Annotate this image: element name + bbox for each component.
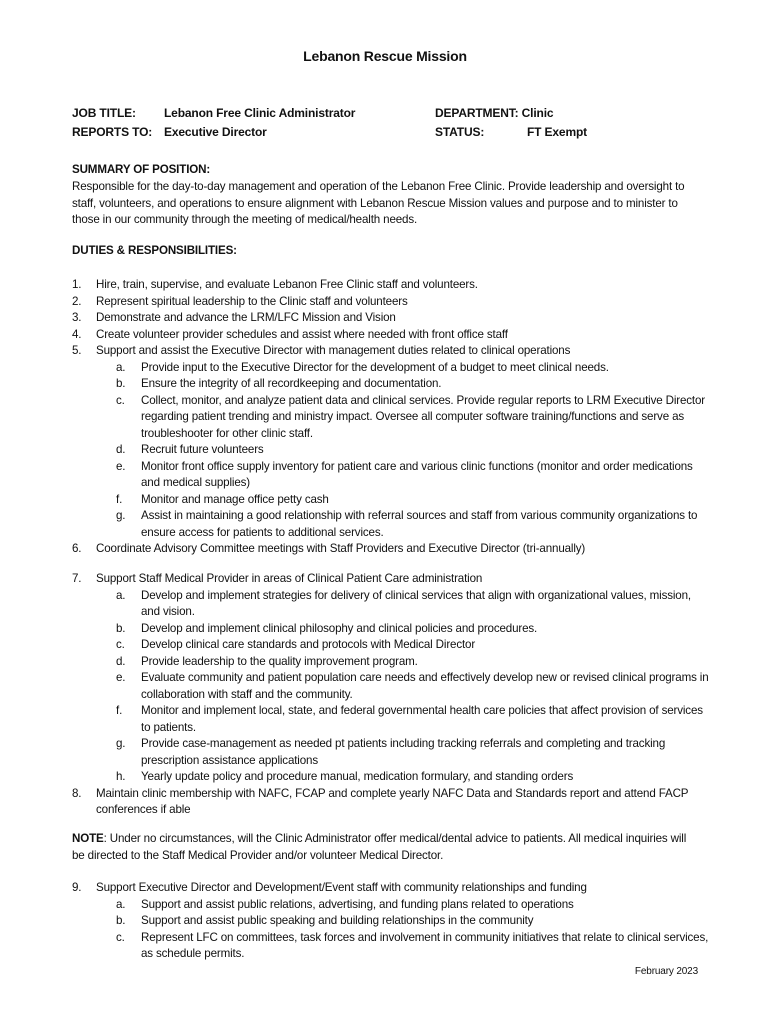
sub-text: Develop and implement strategies for delivery of clinical services that align with organizational values, mission, and vision.	[141, 588, 691, 618]
document-title: Lebanon Rescue Mission	[303, 48, 467, 64]
footer-date: February 2023	[634, 966, 698, 977]
sub-text: Support and assist public relations, advertising, and funding plans related to operations	[141, 897, 574, 911]
sub-text: Monitor and implement local, state, and federal governmental health care policies that affect provision of services to patients.	[141, 704, 703, 734]
sub-text: Develop clinical care standards and protocols with Medical Director	[141, 638, 476, 651]
status-label: STATUS:	[435, 125, 485, 139]
sub-letter: d.	[116, 443, 126, 456]
sub-item	[72, 360, 712, 377]
sub-letter: b.	[116, 914, 126, 927]
summary-text: Responsible for the day-to-day management and operation of the Lebanon Free Clinic. Provide leadership and oversight to staff, volunteers, and operations to ensure alignment with Lebanon Rescue Mission values and purpose and to minister to those in our community through the meeting of medical/health needs.	[72, 180, 685, 226]
sub-letter: d.	[116, 654, 126, 668]
sub-text: Provide leadership to the quality improvement program.	[141, 654, 418, 668]
sub-item	[72, 913, 712, 930]
sub-item	[72, 376, 712, 393]
status-value: FT Exempt	[527, 125, 587, 139]
duty-text: Demonstrate and advance the LRM/LFC Mission and Vision	[96, 311, 396, 324]
duty-sublist-5	[72, 360, 712, 542]
duty-text: Represent spiritual leadership to the Clinic staff and volunteers	[96, 294, 408, 308]
sub-text: Provide case-management as needed pt patients including tracking referrals and completing and tracking prescription assistance applications	[141, 737, 666, 767]
sub-letter: g.	[116, 509, 126, 522]
sub-text: Monitor front office supply inventory for patient care and various clinic functions (monitor and order medications and medical supplies)	[141, 459, 693, 489]
sub-item	[72, 393, 712, 443]
duty-text: Maintain clinic membership with NAFC, FCAP and complete yearly NAFC Data and Standards report and attend FACP conferences if able	[96, 786, 689, 816]
duty-number: 8.	[72, 786, 82, 800]
sub-text: Yearly update policy and procedure manual, medication formulary, and standing orders	[141, 770, 574, 783]
sub-text: Assist in maintaining a good relationship with referral sources and staff from various community organizations to ensure access for patients to additional services.	[141, 509, 698, 539]
sub-text: Ensure the integrity of all recordkeeping and documentation.	[141, 377, 442, 390]
duty-item	[72, 310, 712, 327]
sub-text: Recruit future volunteers	[141, 443, 264, 456]
duty-text: Support and assist the Executive Director with management duties related to clinical operations	[96, 344, 571, 357]
sub-letter: b.	[116, 377, 126, 390]
duty-item	[72, 786, 712, 819]
duty-number: 7.	[72, 572, 82, 585]
sub-letter: f.	[116, 704, 123, 717]
sub-text: Collect, monitor, and analyze patient data and clinical services. Provide regular reports to LRM Executive Director regarding patient trending and ministry impact. Oversee all computer software training/functions and serve as troubleshooter for other clinic staff.	[141, 393, 706, 440]
duty-number: 6.	[72, 542, 82, 555]
sub-item	[72, 703, 712, 736]
department: DEPARTMENT: Clinic	[435, 106, 554, 120]
sub-letter: a.	[116, 360, 126, 374]
duty-text: Create volunteer provider schedules and assist where needed with front office staff	[96, 327, 508, 341]
duty-item	[72, 343, 712, 360]
duty-item	[72, 294, 712, 311]
duty-sublist-9	[72, 897, 712, 963]
sub-item	[72, 442, 712, 459]
duty-sublist-7	[72, 588, 712, 786]
sub-text: Evaluate community and patient population care needs and effectively develop new or revised clinical programs in collaboration with staff and the community.	[141, 671, 709, 701]
sub-item	[72, 637, 712, 654]
sub-item	[72, 621, 712, 638]
sub-letter: a.	[116, 588, 126, 602]
job-title-label: JOB TITLE:	[72, 106, 136, 120]
duty-item	[72, 541, 712, 558]
duty-number: 1.	[72, 278, 82, 291]
note-paragraph	[72, 831, 692, 864]
duty-number: 5.	[72, 344, 82, 357]
sub-letter: h.	[116, 770, 126, 783]
sub-letter: c.	[116, 638, 125, 651]
sub-item	[72, 930, 712, 963]
sub-letter: c.	[116, 930, 125, 944]
reports-to-label: REPORTS TO:	[72, 125, 153, 139]
duty-number: 3.	[72, 311, 82, 324]
sub-item	[72, 736, 712, 769]
job-title-value: Lebanon Free Clinic Administrator	[164, 106, 356, 120]
duties-list-1	[72, 277, 712, 558]
duty-item	[72, 880, 712, 897]
sub-item	[72, 670, 712, 703]
sub-item	[72, 654, 712, 671]
sub-letter: c.	[116, 393, 125, 407]
sub-letter: e.	[116, 459, 126, 473]
duty-number: 9.	[72, 881, 82, 894]
duty-item	[72, 277, 712, 294]
sub-text: Support and assist public speaking and building relationships in the community	[141, 914, 534, 927]
sub-item	[72, 588, 712, 621]
note-label: NOTE	[72, 832, 104, 845]
duty-number: 2.	[72, 294, 82, 308]
sub-letter: g.	[116, 737, 126, 750]
duty-item	[72, 327, 712, 344]
sub-letter: b.	[116, 621, 126, 635]
summary-heading: SUMMARY OF POSITION:	[72, 163, 211, 176]
sub-letter: a.	[116, 897, 126, 911]
sub-item	[72, 459, 712, 492]
sub-letter: e.	[116, 671, 126, 684]
sub-text: Represent LFC on committees, task forces and involvement in community initiatives that relate to clinical services, as schedule permits.	[141, 930, 709, 960]
sub-item	[72, 897, 712, 914]
duties-list-3	[72, 880, 712, 963]
duty-number: 4.	[72, 327, 82, 341]
sub-letter: f.	[116, 492, 123, 506]
duty-item	[72, 571, 712, 588]
sub-item	[72, 769, 712, 786]
note-text: : Under no circumstances, will the Clinic Administrator offer medical/dental advice to patients. All medical inquiries will be directed to the Staff Medical Provider and/or volunteer Medical Director.	[72, 832, 687, 862]
duty-text: Coordinate Advisory Committee meetings with Staff Providers and Executive Director (tri-annually)	[96, 542, 586, 555]
sub-text: Provide input to the Executive Director for the development of a budget to meet clinical needs.	[141, 360, 609, 374]
duties-list-2	[72, 571, 712, 819]
duty-text: Support Executive Director and Development/Event staff with community relationships and funding	[96, 881, 587, 894]
reports-to-value: Executive Director	[164, 125, 267, 139]
duty-text: Support Staff Medical Provider in areas of Clinical Patient Care administration	[96, 572, 483, 585]
sub-item	[72, 508, 712, 541]
sub-text: Monitor and manage office petty cash	[141, 492, 329, 506]
sub-item	[72, 492, 712, 509]
sub-text: Develop and implement clinical philosophy and clinical policies and procedures.	[141, 621, 538, 635]
duty-text: Hire, train, supervise, and evaluate Lebanon Free Clinic staff and volunteers.	[96, 278, 478, 291]
duties-heading: DUTIES & RESPONSIBILITIES:	[72, 244, 237, 257]
